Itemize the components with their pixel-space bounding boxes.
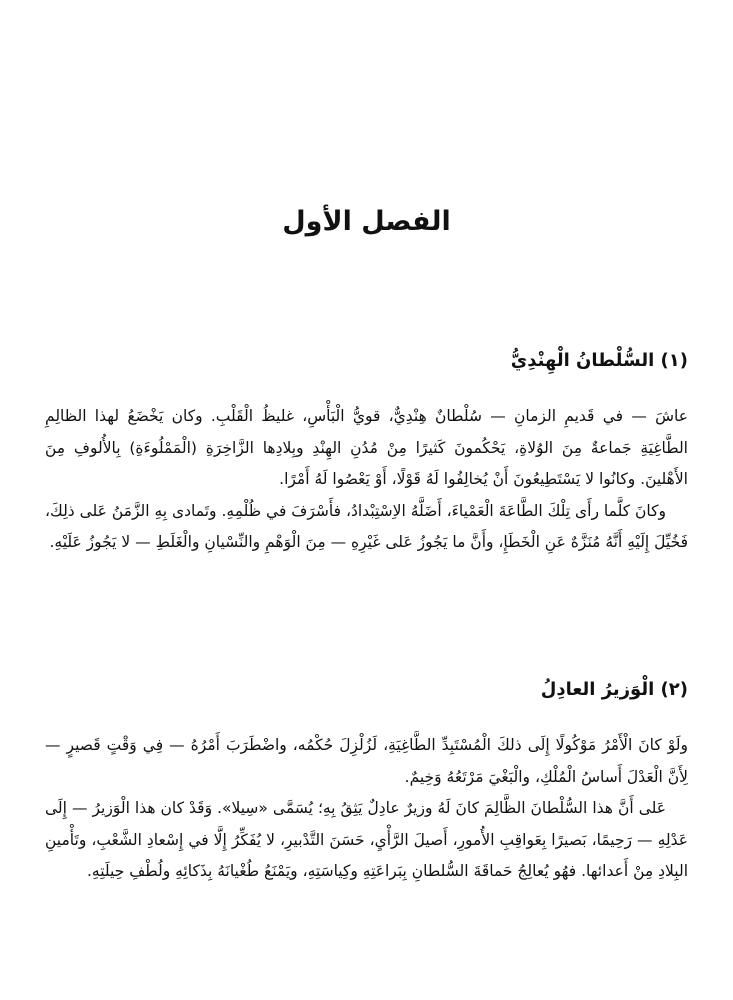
section-heading-1: (١) السُّلْطانُ الْهِنْدِيُّ <box>510 350 688 371</box>
paragraph: عاشَ — في قَديمِ الزمانِ — سُلْطانٌ هِنْدِيٌّ، قويُّ الْبَأْسِ، غليظُ الْقَلْبِ. وكان يَخْضَعُ لهذا الظالِمِ الطَّاغِيَةِ جَماعةٌ مِنَ الوُلاةِ، يَحْكُمونَ كَثيرًا مِنْ مُدُنِ الهِنْدِ وبِلادِها الزَّاخِرَةِ (الْمَمْلُوءَةِ) بِالأُلوفِ مِنَ الأَهْلينَ. وكانُوا لا يَسْتَطِيعُونَ أَنْ يُخالِفُوا لَهُ قَوْلًا، أَوْ يَعْصُوا لَهُ أَمْرًا. <box>45 407 688 488</box>
paragraph: وكانَ كلَّما رأَى تِلْكَ الطَّاعَةَ الْعَمْياءَ، أَضَلَّهُ الاِسْتِبْدادُ، فأَسْرَفَ في ظُلْمِهِ. وتَمادى بِهِ الزَّمَنُ عَلى ذلِكَ، فَخُيِّلَ إِلَيْهِ أَنَّهُ مُنَزَّهٌ عَنِ الْخَطَإِ، وأَنَّ ما يَجُوزُ عَلى غَيْرِهِ — مِنَ الْوَهْمِ والنِّسْيانِ والْغَلَطِ — لا يَجُوزُ عَلَيْهِ. <box>45 501 688 551</box>
paragraph: ولَوْ كانَ الْأَمْرُ مَوْكُولًا إِلَى ذلكَ الْمُسْتَبِدِّ الطَّاغِيَةِ، لَزُلْزِلَ حُكْمُه، واضْطَرَبَ أَمْرُهُ — فِي وَقْتٍ قَصيرٍ — لِأَنَّ الْعَدْلَ أَساسُ الْمُلْكِ، والْبَغْيَ مَرْتَعُهُ وَخِيمٌ. <box>45 736 688 786</box>
chapter-title: الفصل الأول <box>282 206 451 237</box>
paragraph: عَلى أَنَّ هذا السُّلْطانَ الظَّالِمَ كانَ لَهُ وزيرٌ عادِلٌ يَثِقُ بِهِ؛ يُسَمَّى «سِيلا». وَقَدْ كان هذا الْوَزيرُ — إِلَى عَدْلِهِ — رَحِيمًا، بَصيرًا بِعَواقِبِ الأُمورِ، أَصيلَ الرَّأْيِ، حَسَنَ التَّدْبيرِ، لا يُفَكِّرُ إِلَّا في إِسْعادِ الشَّعْبِ، وتَأْمينِ البِلادِ مِنْ أَعدائها. فهُو يُعالِجُ حَماقَةَ السُّلطانِ بِبَراعَتِهِ وكِياسَتِهِ، ويَمْنَعُ طُغْيانَهُ بِذَكائِهِ ولُطْفِ حِيلَتِهِ. <box>45 799 688 880</box>
section-heading-2: (٢) الْوَزيرُ العادِلُ <box>540 679 688 700</box>
section-2-body <box>45 730 688 888</box>
section-1-body <box>45 401 688 559</box>
